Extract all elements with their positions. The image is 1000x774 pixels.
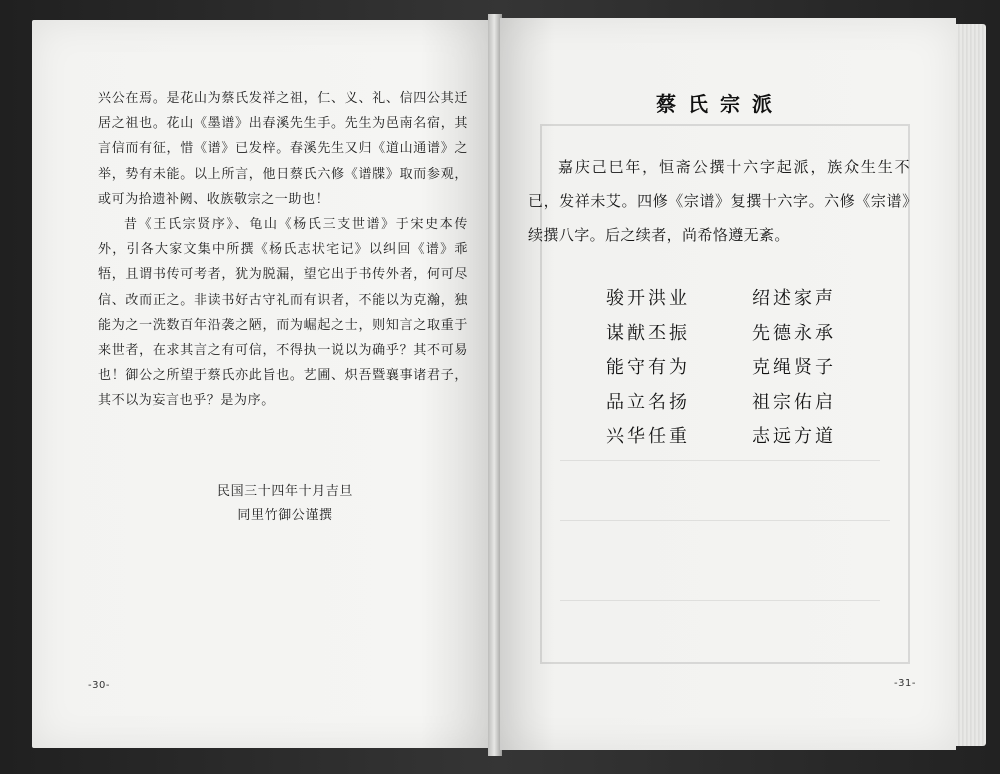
poem-line: 祖宗佑启 [752,391,836,413]
left-page-body [98,86,468,414]
right-page-intro [528,150,910,252]
intro-paragraph: 嘉庆己巳年，恒斋公撰十六字起派，族众生生不已，发祥未艾。四修《宗谱》复撰十六字。六修《宗谱》续撰八字。后之续者，尚希恪遵无紊。 [528,158,910,244]
signature-date: 民国三十四年十月吉旦 [216,484,353,499]
poem-line: 能守有为 [606,357,690,378]
poem-line: 先德永承 [752,322,836,344]
page-title: 蔡氏宗派 [656,92,784,116]
page-number-right: -31- [894,678,916,689]
page-number-left: -30- [88,680,110,691]
poem-column-left [606,282,690,455]
faint-bleedthrough-line [560,520,890,521]
poem-line: 兴华任重 [606,426,690,447]
faint-bleedthrough-line [560,600,880,601]
poem-line: 克绳贤子 [752,357,836,378]
left-paragraph-2: 昔《王氏宗贤序》、龟山《杨氏三支世谱》于宋史本传外，引各大家文集中所撰《杨氏志状宅记》以纠回《谱》乖牾，且谓书传可考者，犹为脱漏，望它出于书传外者，何可尽信、改而正之。非读书好古守礼而有识者，不能以为克瀚，独能为之一洗数百年沿袭之陋，而为崛起之士，则知言之取重于来世者，在求其言之有可信，不得执一说以为确乎？其不可易也！御公之所望于蔡氏亦此旨也。艺圃、炽吾暨襄事诸君子，其不以为妄言也乎？是为序。 [98,217,468,409]
poem-line: 谋猷丕振 [606,322,690,344]
poem-column-right [752,282,836,455]
poem-line: 品立名扬 [606,391,690,413]
left-paragraph-1: 兴公在焉。是花山为蔡氏发祥之祖，仁、义、礼、信四公其迁居之祖也。花山《墨谱》出春溪先生手。先生为邑南名宿，其言信而有征，惜《谱》已发梓。春溪先生又归《道山通谱》之举，势有未能。以上所言，他日蔡氏六修《谱牒》取而参观，或可为拾遗补阙、收族敬宗之一助也！ [98,91,468,207]
signature-author: 同里竹御公谨撰 [237,508,333,523]
poem-line: 志远方道 [752,426,836,447]
page-edge-stack [956,24,986,746]
poem-line: 绍述家声 [752,288,836,309]
poem-line: 骏开洪业 [606,288,690,309]
faint-bleedthrough-line [560,460,880,461]
